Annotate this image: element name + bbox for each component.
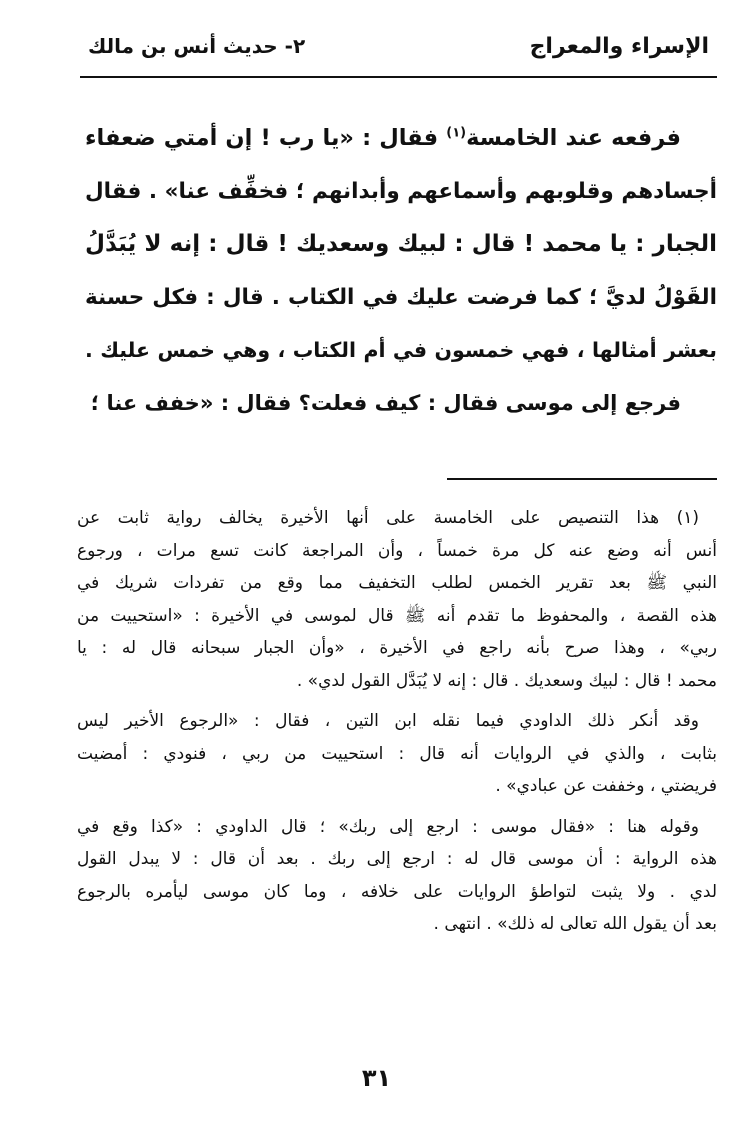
footnotes-section <box>77 502 717 949</box>
footnote-line: النبي ﷺ بعد تقرير الخمس لطلب التخفيف مما وقع من تفردات شريك في <box>77 573 717 593</box>
footnote-line: بثابت ، والذي في الروايات أنه قال : استحييت من ربي ، فنودي : أمضيت <box>77 743 717 764</box>
main-line-2: أجسادهم وقلوبهم وأسماعهم وأبدانهم ؛ فخفِّف عنا» . فقال <box>85 179 717 204</box>
footnote-line: وقوله هنا : «فقال موسى : ارجع إلى ربك» ؛ قال الداودي : «كذا وقع في <box>77 816 699 837</box>
footnote-reference[interactable]: (١) <box>446 125 467 141</box>
main-line-6: فرجع إلى موسى فقال : كيف فعلت؟ فقال : «خفف عنا ؛ <box>90 391 681 415</box>
footnote-divider <box>447 478 717 480</box>
footnote-line: أنس أنه وضع عنه كل مرة خمساً ، وأن المراجعة كانت تسع مرات ، ورجوع <box>77 540 717 561</box>
footnote-line: وقد أنكر ذلك الداودي فيما نقله ابن التين ، فقال : «الرجوع الأخير ليس <box>77 711 699 731</box>
footnote-line: بعد أن يقول الله تعالى له ذلك» . انتهى . <box>433 914 717 934</box>
footnote-line: هذه الرواية : أن موسى قال له : ارجع إلى ربك . بعد أن قال : لا يبدل القول <box>77 849 717 869</box>
footnote-paragraph-2 <box>77 705 717 803</box>
footnote-line: لدي . ولا يثبت لتواطؤ الروايات على خلافه ، وما كان موسى ليأمره بالرجوع <box>77 881 717 902</box>
footnote-line: (١) هذا التنصيص على الخامسة على أنها الأخيرة يخالف رواية ثابت عن <box>77 508 699 528</box>
footnote-line: هذه القصة ، والمحفوظ ما تقدم أنه ﷺ قال لموسى في الأخيرة : «استحييت من <box>77 605 717 626</box>
footnote-paragraph-3 <box>77 811 717 941</box>
footnote-line: ربي» ، وهذا صرح بأنه راجع في الأخيرة ، «وأن الجبار سبحانه قال له : يا <box>77 638 717 658</box>
header-divider <box>80 76 717 78</box>
main-line-5: بعشر أمثالها ، فهي خمسون في أم الكتاب ، وهي خمس عليك . <box>85 338 717 362</box>
main-line-1b: فقال : «يا رب ! إن أمتي ضعفاء <box>85 125 439 151</box>
footnote-line: محمد ! قال : لبيك وسعديك . قال : إنه لا يُبَدَّل القول لدي» . <box>296 670 717 691</box>
footnote-paragraph-1 <box>77 502 717 697</box>
main-line-4: القَوْلُ لديَّ ؛ كما فرضت عليك في الكتاب . قال : فكل حسنة <box>85 285 717 310</box>
main-line-1 <box>85 112 717 165</box>
chapter-title: الإسراء والمعراج <box>529 34 709 59</box>
main-line-3: الجبار : يا محمد ! قال : لبيك وسعديك ! قال : إنه لا يُبَدَّلُ <box>85 231 717 257</box>
section-title: ٢- حديث أنس بن مالك <box>88 34 306 58</box>
main-line-1a: فرفعه عند الخامسة <box>466 125 681 151</box>
footnote-line: فريضتي ، وخففت عن عبادي» . <box>495 776 717 796</box>
main-body-text <box>85 112 717 430</box>
page-number: ٣١ <box>361 1064 392 1092</box>
running-header <box>80 30 717 74</box>
